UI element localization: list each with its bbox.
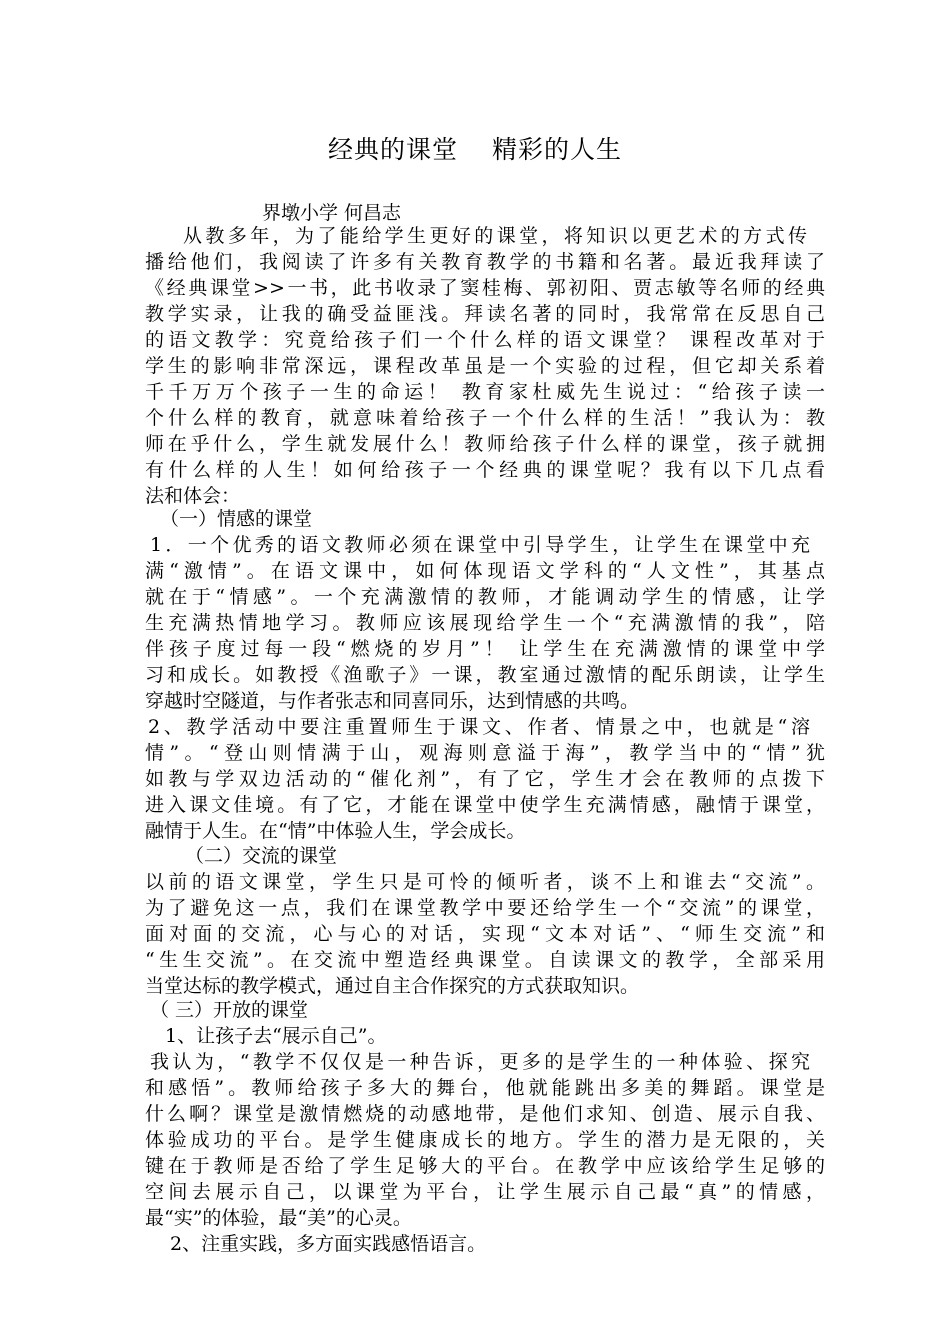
paragraph-line: 和感悟”。教师给孩子多大的舞台，他就能跳出多美的舞蹈。课堂是 [145, 1077, 825, 1099]
paragraph-line: 面对面的交流，心与心的对话，实现“文本对话”、“师生交流”和 [145, 923, 825, 945]
paragraph-line: 键在于教师是否给了学生足够大的平台。在教学中应该给学生足够的 [145, 1155, 825, 1177]
paragraph-line: 2、教学活动中要注重置师生于课文、作者、情景之中，也就是“溶 [148, 716, 810, 738]
document-title [0, 132, 950, 168]
paragraph-line: 进入课文佳境。有了它，才能在课堂中使学生充满情感，融情于课堂， [145, 794, 825, 816]
paragraph-line: 1．一个优秀的语文教师必须在课堂中引导学生，让学生在课堂中充 [150, 534, 810, 556]
paragraph-line: 情”。“登山则情满于山，观海则意溢于海”，教学当中的“情”犹 [145, 742, 825, 764]
paragraph-line: 满“激情”。在语文课中，如何体现语文学科的“人文性”，其基点 [145, 560, 825, 582]
paragraph-line: 从教多年，为了能给学生更好的课堂，将知识以更艺术的方式传 [183, 225, 807, 247]
paragraph-line: 为了避免这一点，我们在课堂教学中要还给学生一个“交流”的课堂， [145, 897, 825, 919]
paragraph-line: 的语文教学：究竟给孩子们一个什么样的语文课堂？ 课程改革对于 [145, 329, 825, 351]
paragraph-line: 穿越时空隧道，与作者张志和同喜同乐，达到情感的共鸣。 [145, 690, 640, 712]
subheading-line: 1、让孩子去“展示自己”。 [165, 1025, 387, 1047]
paragraph-line: 如教与学双边活动的“催化剂”，有了它，学生才会在教师的点拨下 [145, 768, 825, 790]
paragraph-line: 什么啊？课堂是激情燃烧的动感地带，是他们求知、创造、展示自我、 [145, 1103, 825, 1125]
paragraph-line: 法和体会： [145, 485, 241, 507]
title-part-1: 经典的课堂 [327, 135, 458, 164]
paragraph-line: 我认为，“教学不仅仅是一种告诉，更多的是学生的一种体验、探究 [150, 1051, 810, 1073]
paragraph-line: 师在乎什么，学生就发展什么！教师给孩子什么样的课堂，孩子就拥 [145, 433, 825, 455]
paragraph-line: 就在于“情感”。一个充满激情的教师，才能调动学生的情感，让学 [145, 586, 825, 608]
paragraph-line: 当堂达标的教学模式，通过自主合作探究的方式获取知识。 [145, 975, 640, 997]
author-line: 界墩小学 何昌志 [262, 202, 402, 224]
paragraph-line: 教学实录，让我的确受益匪浅。拜读名著的同时，我常常在反思自己 [145, 303, 825, 325]
paragraph-line: “生生交流”。在交流中塑造经典课堂。自读课文的教学，全部采用 [145, 949, 825, 971]
paragraph-line: 体验成功的平台。是学生健康成长的地方。学生的潜力是无限的，关 [145, 1129, 825, 1151]
paragraph-line: 千千万万个孩子一生的命运！ 教育家杜威先生说过：“给孩子读一 [145, 381, 825, 403]
subheading-line: 2、注重实践，多方面实践感悟语言。 [170, 1233, 487, 1255]
paragraph-line: 生充满热情地学习。教师应该展现给学生一个“充满激情的我”，陪 [145, 612, 825, 634]
paragraph-line: 《经典课堂>>一书，此书收录了窦桂梅、郭初阳、贾志敏等名师的经典 [145, 277, 825, 299]
title-part-2: 精彩的人生 [492, 135, 623, 164]
section-heading: （ 三）开放的课堂 [150, 999, 309, 1021]
paragraph-line: 空间去展示自己，以课堂为平台，让学生展示自己最“真”的情感， [145, 1181, 825, 1203]
section-heading: （一）情感的课堂 [160, 508, 313, 530]
paragraph-line: 播给他们，我阅读了许多有关教育教学的书籍和名著。最近我拜读了 [145, 251, 825, 273]
paragraph-line: 个什么样的教育，就意味着给孩子一个什么样的生活！”我认为：教 [145, 407, 825, 429]
paragraph-line: 学生的影响非常深远，课程改革虽是一个实验的过程，但它却关系着 [145, 355, 825, 377]
paragraph-line: 有什么样的人生！如何给孩子一个经典的课堂呢？我有以下几点看 [145, 459, 825, 481]
paragraph-line: 最“实”的体验，最“美”的心灵。 [145, 1207, 412, 1229]
section-heading: （二）交流的课堂 [185, 845, 338, 867]
paragraph-line: 习和成长。如教授《渔歌子》一课，教室通过激情的配乐朗读，让学生 [145, 664, 825, 686]
paragraph-line: 融情于人生。在“情”中体验人生，学会成长。 [145, 820, 526, 842]
paragraph-line: 伴孩子度过每一段“燃烧的岁月”！ 让学生在充满激情的课堂中学 [145, 638, 825, 660]
paragraph-line: 以前的语文课堂，学生只是可怜的倾听者，谈不上和谁去“交流”。 [145, 871, 825, 893]
